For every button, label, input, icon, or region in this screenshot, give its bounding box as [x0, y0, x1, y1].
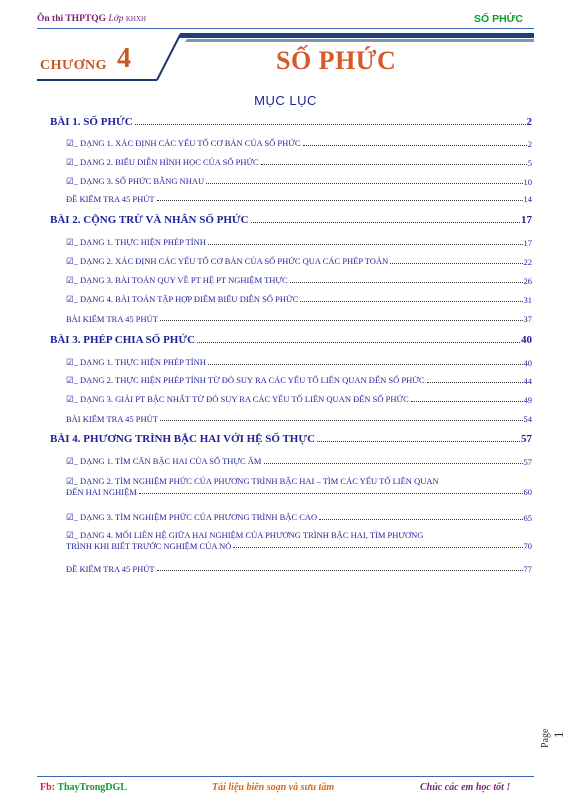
toc-item-text: ☑_ DẠNG 4. BÀI TOÁN TẬP HỢP ĐIỂM BIỂU DIỄN SỐ PHỨC	[66, 294, 299, 304]
toc-page-number: 40	[521, 334, 532, 346]
header-lop-text: Lớp	[108, 14, 124, 24]
toc-leader-dots	[157, 570, 523, 571]
toc-leader-dots	[303, 145, 527, 146]
toc-item-text: ☑_ DẠNG 3. SỐ PHỨC BẰNG NHAU	[66, 176, 205, 186]
toc-item[interactable]	[66, 314, 532, 324]
toc-item[interactable]	[66, 294, 532, 305]
toc-page-number: 49	[523, 395, 532, 405]
toc-item-text: ☑_ DẠNG 2. TÌM NGHIỆM PHỨC CỦA PHƯƠNG TRÌNH BẬC HAI – TÌM CÁC YẾU TỐ LIÊN QUAN	[66, 476, 439, 486]
toc-page-number: 37	[523, 314, 532, 324]
toc-lesson-title: BÀI 4. PHƯƠNG TRÌNH BẬC HAI VỚI HỆ SỐ THỰC	[50, 433, 316, 445]
toc-page-number: 44	[523, 376, 532, 386]
toc-leader-dots	[197, 342, 520, 343]
toc-leader-dots	[317, 441, 520, 442]
header-rule	[37, 28, 534, 29]
toc-lesson-title: BÀI 1. SỐ PHỨC	[50, 116, 133, 128]
toc-leader-dots	[427, 382, 523, 383]
toc-item[interactable]	[66, 375, 532, 386]
toc-item[interactable]	[66, 564, 532, 574]
header-exam-label	[37, 14, 146, 24]
toc-item[interactable]	[66, 194, 532, 204]
toc-page-number: 17	[523, 238, 532, 248]
toc-item-text: ĐỀ KIỂM TRA 45 PHÚT	[66, 564, 155, 574]
toc-lesson-title: BÀI 3. PHÉP CHIA SỐ PHỨC	[50, 334, 196, 346]
toc-item[interactable]	[66, 357, 532, 368]
toc-item[interactable]	[66, 176, 532, 187]
toc-lesson-1[interactable]	[50, 116, 532, 128]
toc-item-text-continued: ĐẾN HAI NGHIỆM	[66, 487, 137, 497]
toc-page-number: 40	[523, 358, 532, 368]
toc-leader-dots	[261, 164, 527, 165]
chapter-label: CHƯƠNG	[40, 58, 108, 73]
chapter-title: SỐ PHỨC	[276, 46, 397, 75]
toc-page-number: 17	[521, 214, 532, 226]
toc-item[interactable]	[66, 476, 532, 497]
toc-page-number: 2	[527, 139, 532, 149]
toc-leader-dots	[160, 420, 523, 421]
toc-leader-dots	[319, 519, 522, 520]
toc-item[interactable]	[66, 414, 532, 424]
toc-item-text: ☑_ DẠNG 2. BIỂU DIỄN HÌNH HỌC CỦA SỐ PHỨC	[66, 157, 259, 167]
footer-rule	[37, 776, 534, 777]
header-class-text: KHXH	[125, 15, 147, 23]
toc-leader-dots	[139, 493, 523, 494]
footer-right-text: Chúc các em học tốt !	[420, 782, 511, 793]
header-exam-text: Ôn thi THPTQG	[37, 14, 106, 24]
toc-item[interactable]	[66, 456, 532, 467]
toc-item[interactable]	[66, 237, 532, 248]
toc-page-number: 65	[523, 513, 532, 523]
page-number-label: Page	[540, 728, 551, 748]
toc-item-text: ☑_ DẠNG 3. TÌM NGHIỆM PHỨC CỦA PHƯƠNG TRÌNH BẬC CAO	[66, 512, 318, 522]
toc-leader-dots	[390, 263, 522, 264]
toc-page-number: 10	[523, 177, 532, 187]
toc-leader-dots	[206, 183, 522, 184]
toc-page-number: 22	[523, 257, 532, 267]
toc-leader-dots	[208, 364, 523, 365]
toc-page-number: 5	[527, 158, 532, 168]
toc-leader-dots	[233, 547, 522, 548]
toc-page-number: 14	[523, 194, 532, 204]
toc-item-text: ☑_ DẠNG 3. BÀI TOÁN QUY VỀ PT HỆ PT NGHIỆM THỰC	[66, 275, 288, 285]
footer-middle-text: Tài liệu biên soạn và sưu tầm	[212, 782, 335, 793]
toc-item-text: BÀI KIỂM TRA 45 PHÚT	[66, 314, 158, 324]
footer-fb-label: Fb:	[40, 782, 55, 793]
toc-page-number: 26	[523, 276, 532, 286]
toc-lesson-4[interactable]	[50, 433, 532, 445]
toc-item[interactable]	[66, 530, 532, 551]
toc-leader-dots	[300, 301, 522, 302]
toc-item-text: ☑_ DẠNG 1. THỰC HIỆN PHÉP TÍNH	[66, 237, 206, 247]
toc-leader-dots	[411, 401, 523, 402]
toc-page-number: 31	[523, 295, 532, 305]
toc-item-line2	[66, 487, 532, 497]
toc-item-text-continued: TRÌNH KHI BIẾT TRƯỚC NGHIỆM CỦA NÓ	[66, 541, 232, 551]
toc-item-text: ☑_ DẠNG 2. XÁC ĐỊNH CÁC YẾU TỐ CƠ BẢN CỦA SỐ PHỨC QUA CÁC PHÉP TOÁN	[66, 256, 389, 266]
toc-item[interactable]	[66, 512, 532, 523]
toc-leader-dots	[135, 124, 526, 125]
header-subject-label: SỐ PHỨC	[474, 13, 523, 25]
toc-item-text: ☑_ DẠNG 3. GIẢI PT BẬC NHẤT TỪ ĐÓ SUY RA CÁC YẾU TỐ LIÊN QUAN ĐẾN SỐ PHỨC	[66, 394, 409, 404]
toc-item[interactable]	[66, 157, 532, 168]
toc-item-text: ☑_ DẠNG 1. TÌM CĂN BẬC HAI CỦA SỐ THỰC ÂM	[66, 456, 262, 466]
toc-item-text: BÀI KIỂM TRA 45 PHÚT	[66, 414, 158, 424]
toc-item-text: ☑_ DẠNG 4. MỐI LIÊN HỆ GIỮA HAI NGHIỆM CỦA PHƯƠNG TRÌNH BẬC HAI, TÌM PHƯƠNG	[66, 530, 424, 540]
toc-item-line2	[66, 541, 532, 551]
toc-heading: MỤC LỤC	[254, 93, 317, 108]
toc-item-text: ☑_ DẠNG 2. THỰC HIỆN PHÉP TÍNH TỪ ĐÓ SUY RA CÁC YẾU TỐ LIÊN QUAN ĐẾN SỐ PHỨC	[66, 375, 425, 385]
toc-page-number: 57	[523, 457, 532, 467]
toc-page-number: 54	[523, 414, 532, 424]
toc-page-number: 70	[523, 541, 532, 551]
toc-item[interactable]	[66, 138, 532, 149]
toc-item[interactable]	[66, 275, 532, 286]
toc-leader-dots	[264, 463, 523, 464]
toc-page-number: 57	[521, 433, 532, 445]
footer-facebook	[40, 782, 127, 793]
toc-leader-dots	[160, 320, 523, 321]
toc-leader-dots	[290, 282, 523, 283]
toc-page-number: 60	[523, 487, 532, 497]
chapter-number: 4	[117, 43, 131, 74]
toc-leader-dots	[251, 222, 520, 223]
page-number-value: 1	[551, 731, 566, 738]
toc-page-number: 77	[523, 564, 532, 574]
toc-item-text: ☑_ DẠNG 1. THỰC HIỆN PHÉP TÍNH	[66, 357, 206, 367]
toc-lesson-2[interactable]	[50, 214, 532, 226]
toc-leader-dots	[208, 244, 523, 245]
toc-item-text: ☑_ DẠNG 1. XÁC ĐỊNH CÁC YẾU TỐ CƠ BẢN CỦA SỐ PHỨC	[66, 138, 301, 148]
footer-fb-name[interactable]: ThayTrongDGL	[57, 782, 127, 793]
toc-lesson-title: BÀI 2. CỘNG TRỪ VÀ NHÂN SỐ PHỨC	[50, 214, 249, 226]
toc-leader-dots	[157, 200, 523, 201]
toc-item-text: ĐỀ KIỂM TRA 45 PHÚT	[66, 194, 155, 204]
toc-item[interactable]	[66, 394, 532, 405]
toc-item[interactable]	[66, 256, 532, 267]
toc-lesson-3[interactable]	[50, 334, 532, 346]
toc-page-number: 2	[526, 116, 532, 128]
